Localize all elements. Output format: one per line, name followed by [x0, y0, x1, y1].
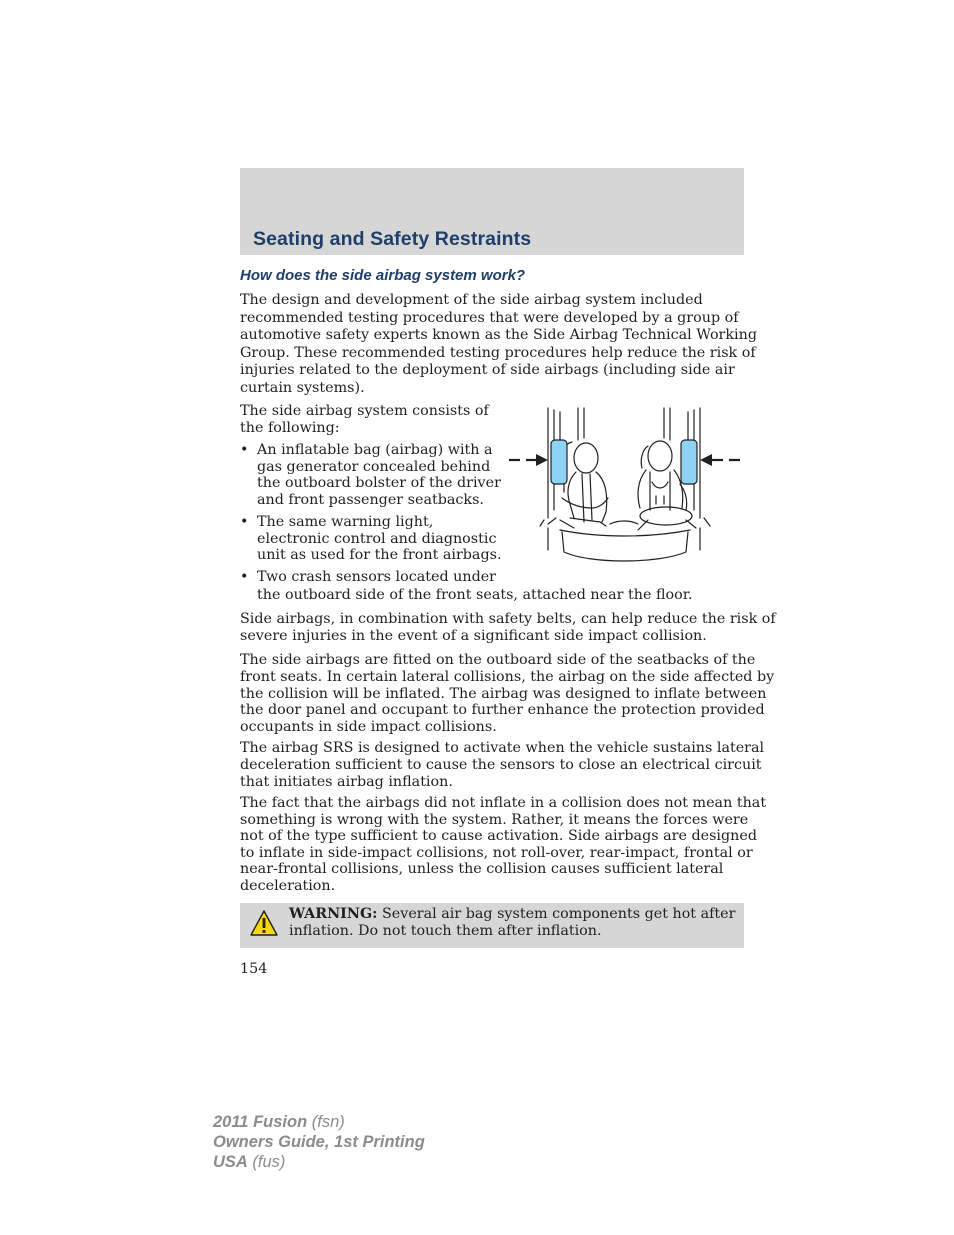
warning-text: WARNING: Several air bag system components get hot after inflation. Do not touch them after inflation.	[289, 906, 736, 939]
impact-arrowhead-left	[536, 454, 548, 466]
page-number: 154	[240, 961, 268, 977]
body-paragraph-srs: The airbag SRS is designed to activate when the vehicle sustains lateral deceleration sufficient to cause the sensors to close an electrical circuit that initiates airbag inflation.	[240, 740, 765, 790]
body-paragraph-did-not-inflate: The fact that the airbags did not inflate in a collision does not mean that something is wrong with the system. Rather, it means the forces were not of the type sufficient to cause activation. Side airbags are designed to inflate in side-impact collisions, not roll-over, rear-impact, frontal or near-frontal collisions, unless the collision causes sufficient lateral deceleration.	[240, 795, 767, 894]
left-airbag	[551, 440, 567, 484]
warning-triangle-icon	[249, 909, 279, 937]
right-airbag	[681, 440, 697, 484]
body-paragraph-safety-belts: Side airbags, in combination with safety belts, can help reduce the risk of severe injuries in the event of a significant side impact collision.	[240, 611, 776, 644]
bullet-symbol: •	[240, 514, 249, 530]
impact-arrowhead-right	[700, 454, 712, 466]
subheading: How does the side airbag system work?	[240, 267, 526, 284]
side-airbag-illustration	[500, 400, 748, 572]
warning-box	[240, 903, 744, 948]
consists-of-paragraph: The side airbag system consists of the following:	[240, 403, 489, 436]
bullet-text: An inflatable bag (airbag) with a gas generator concealed behind the outboard bolster of the driver and front passenger seatbacks.	[257, 442, 501, 508]
section-header-band	[240, 168, 744, 255]
intro-paragraph: The design and development of the side airbag system included recommended testing procedures that were developed by a group of automotive safety experts known as the Side Airbag Technical Working Group. These recommended testing procedures help reduce the risk of injuries related to the deployment of side airbags (including side air curtain systems).	[240, 292, 757, 396]
footer-model-line: 2011 Fusion (fsn)	[213, 1113, 345, 1131]
body-paragraph-fitted: The side airbags are fitted on the outboard side of the seatbacks of the front seats. In certain lateral collisions, the airbag on the side affected by the collision will be inflated. The airbag was designed to inflate between the door panel and occupant to further enhance the protection provided occupants in side impact collisions.	[240, 652, 775, 736]
footer-region-line: USA (fus)	[213, 1153, 286, 1171]
warning-label: WARNING:	[289, 906, 378, 922]
bullet-text-continuation: the outboard side of the front seats, attached near the floor.	[257, 587, 693, 603]
bullet-text: The same warning light, electronic control and diagnostic unit as used for the front airbags.	[257, 514, 502, 564]
bullet-text: Two crash sensors located under	[257, 569, 497, 585]
document-footer	[213, 1112, 425, 1172]
bullet-symbol: •	[240, 569, 249, 585]
section-title: Seating and Safety Restraints	[253, 228, 532, 250]
footer-guide-line: Owners Guide, 1st Printing	[213, 1133, 425, 1151]
bullet-symbol: •	[240, 442, 249, 458]
